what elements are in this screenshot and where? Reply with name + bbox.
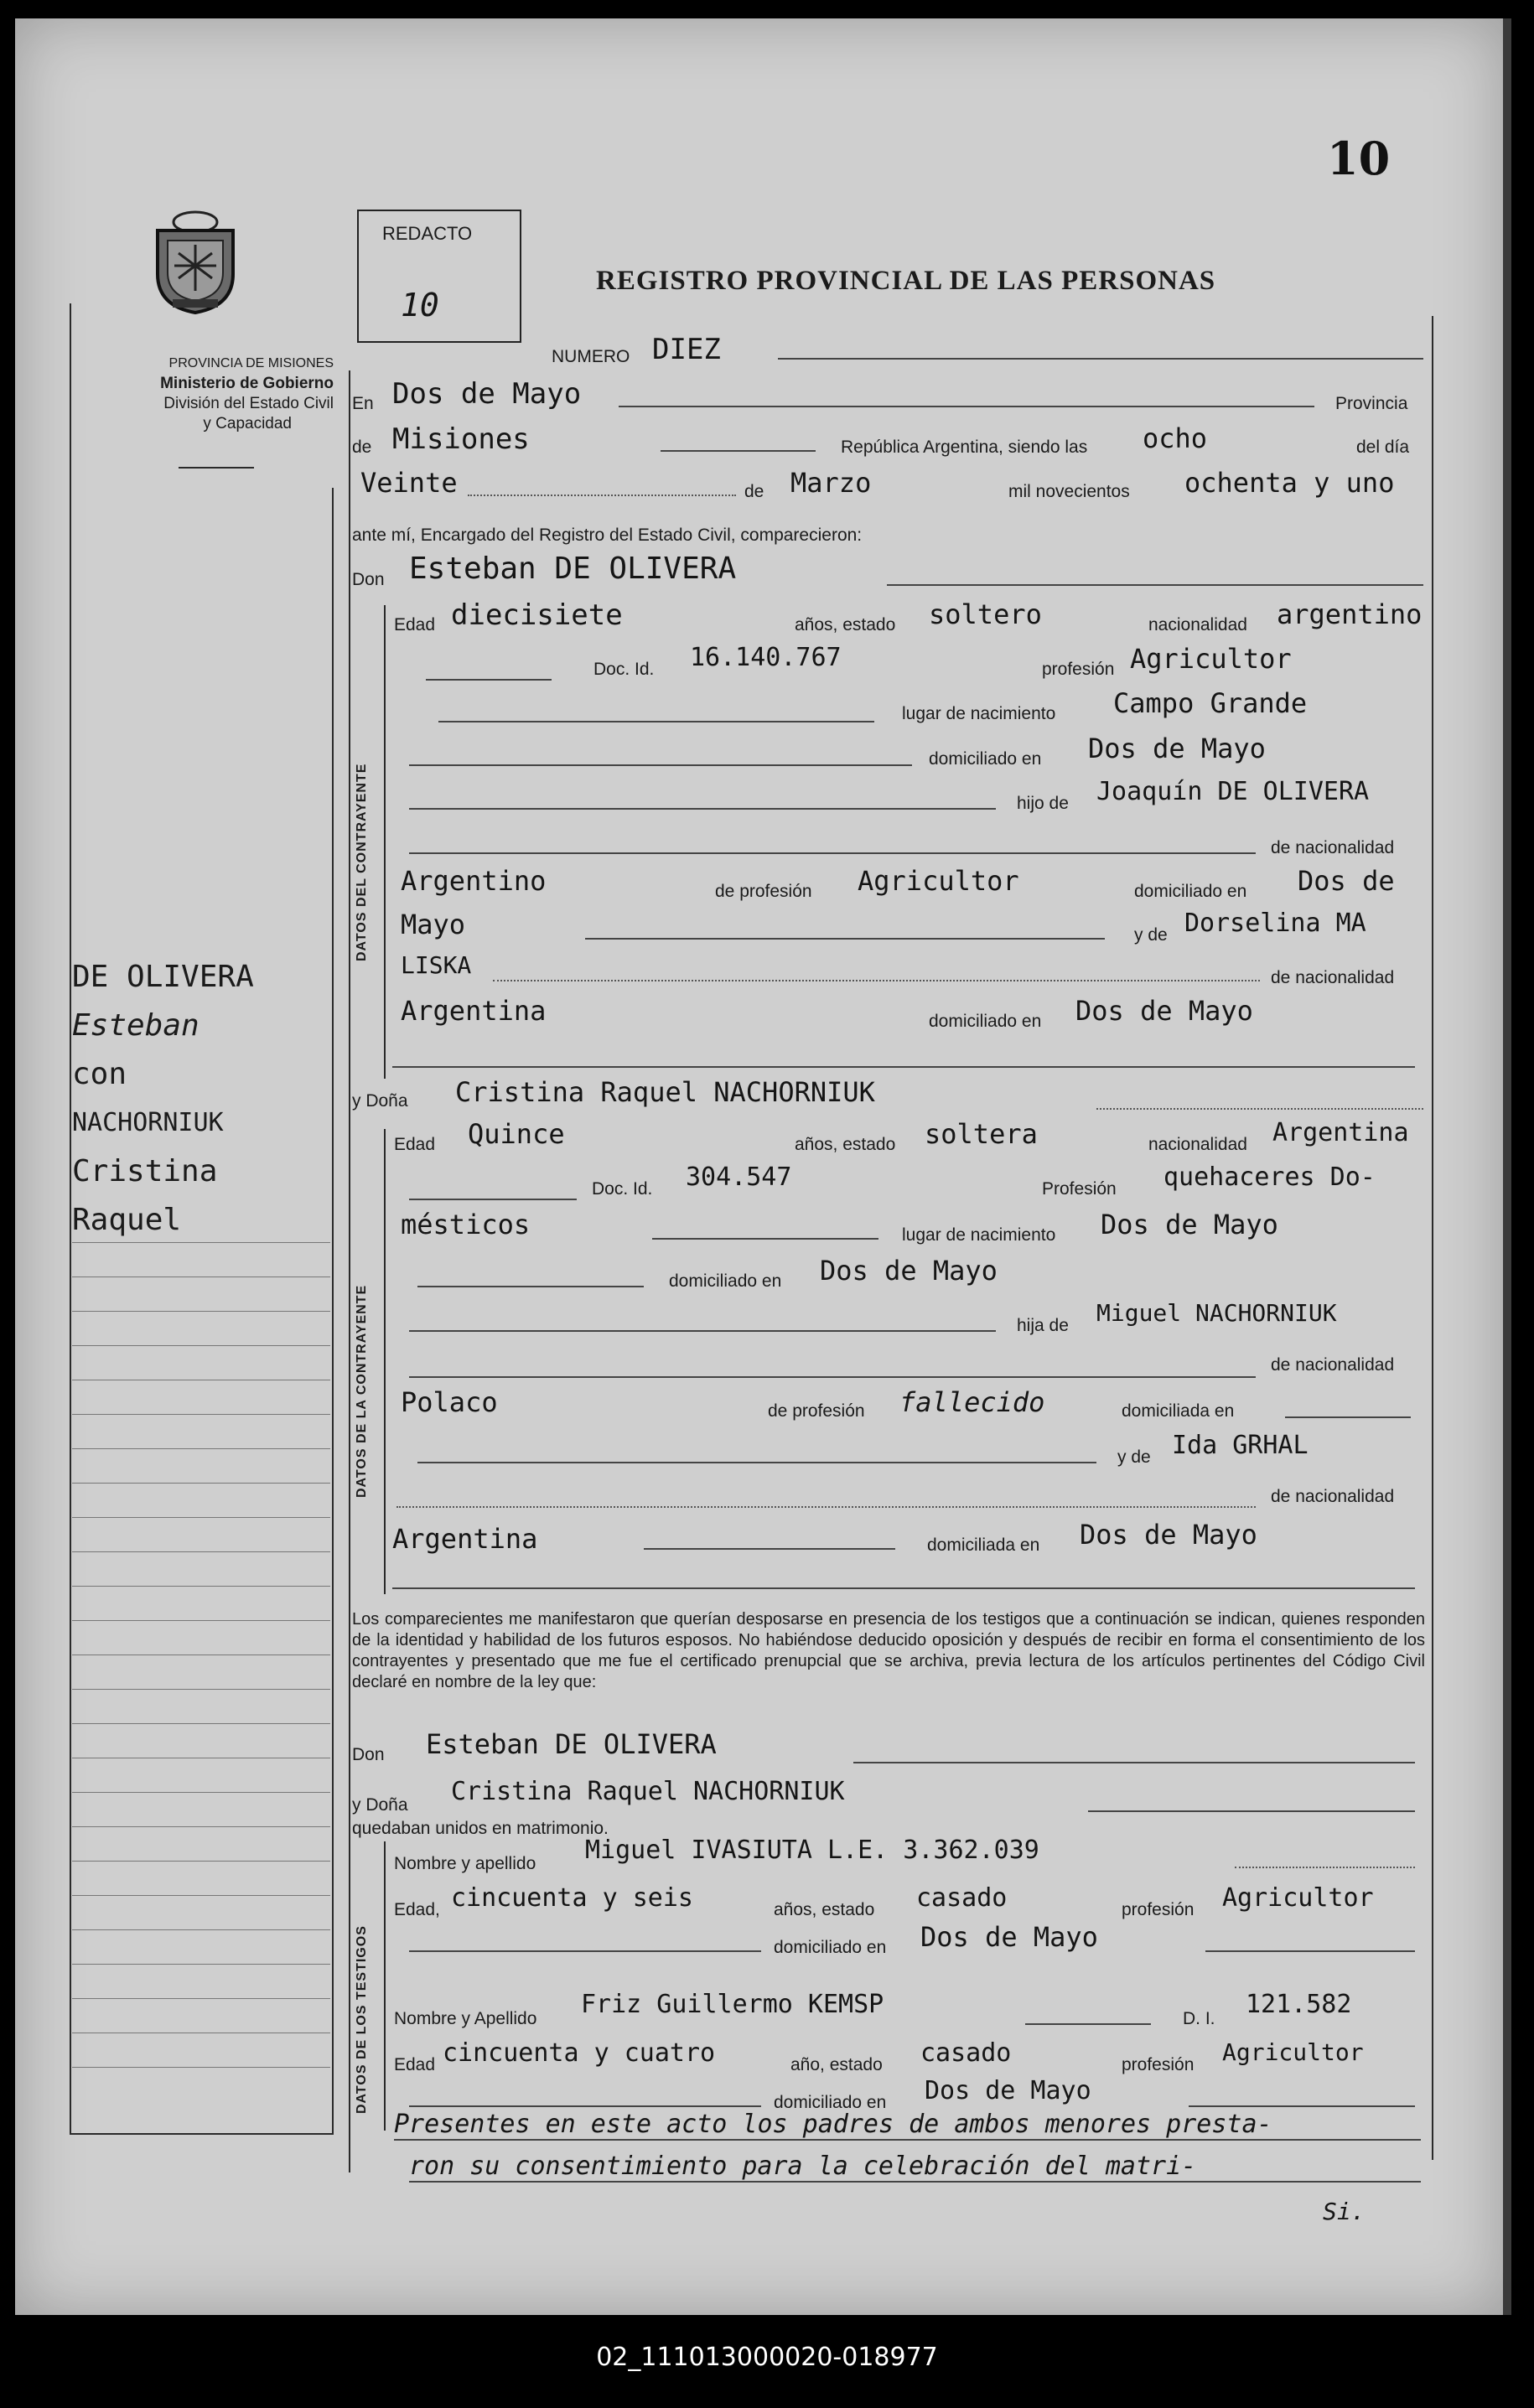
nacionalidad-value-f: Argentina bbox=[1272, 1118, 1409, 1147]
edad-label: Edad bbox=[394, 615, 436, 634]
testigos-section-label: DATOS DE LOS TESTIGOS bbox=[355, 1925, 369, 2114]
edad-value: diecisiete bbox=[451, 598, 623, 632]
margin-left-border bbox=[70, 303, 71, 2135]
margin-con: con bbox=[72, 1057, 127, 1091]
margin-surname-2: NACHORNIUK bbox=[72, 1108, 224, 1137]
t2-di-value: 121.582 bbox=[1246, 1990, 1352, 2019]
padre-nac-line-f bbox=[409, 1376, 1256, 1378]
margin-surname: DE OLIVERA bbox=[72, 960, 254, 994]
office-province: PROVINCIA DE MISIONES bbox=[168, 356, 334, 370]
padre-value: Joaquín DE OLIVERA bbox=[1096, 777, 1370, 806]
madre-value: Dorselina MA bbox=[1184, 909, 1366, 938]
domicilio-line-f bbox=[417, 1286, 644, 1287]
madre-dom-value: Dos de Mayo bbox=[1075, 995, 1253, 1027]
padre-dom-value-2: Mayo bbox=[401, 909, 466, 940]
provincia-line bbox=[661, 450, 816, 452]
contrayenta-bracket bbox=[384, 1129, 386, 1594]
numero-line bbox=[778, 358, 1423, 360]
t1-domicilio-label: domiciliado en bbox=[774, 1938, 887, 1957]
provincial-seal bbox=[149, 207, 241, 320]
madre-dom-label-f: domiciliada en bbox=[927, 1535, 1040, 1555]
profesion-value: Agricultor bbox=[1130, 643, 1292, 675]
redacto-label: REDACTO bbox=[382, 223, 473, 244]
madre-line-f bbox=[417, 1462, 1096, 1463]
de-nacionalidad-label-2: de nacionalidad bbox=[1271, 968, 1395, 987]
padre-nac-line bbox=[409, 852, 1256, 854]
de-label: de bbox=[352, 438, 372, 457]
madre-nac-line-f bbox=[396, 1506, 1256, 1508]
don-label: Don bbox=[352, 570, 385, 589]
footer-id: 02_111013000020-018977 bbox=[596, 2343, 938, 2372]
doc-line-pre bbox=[426, 679, 552, 681]
redacto-value: 10 bbox=[401, 287, 439, 324]
domicilio-label-f: domiciliado en bbox=[669, 1271, 782, 1291]
doc-line-pre-f bbox=[409, 1199, 577, 1200]
doc-label: Doc. Id. bbox=[593, 660, 655, 679]
de-profesion-label: de profesión bbox=[715, 882, 812, 901]
anio-value: ochenta y uno bbox=[1184, 467, 1395, 499]
contrayente-nombre: Esteban DE OLIVERA bbox=[409, 552, 737, 586]
provincia-label: Provincia bbox=[1335, 394, 1408, 413]
redacto-box bbox=[357, 210, 521, 343]
office-capacity: y Capacidad bbox=[203, 415, 292, 432]
t2-edad-label: Edad bbox=[394, 2055, 436, 2074]
t2-nombre-label: Nombre y Apellido bbox=[394, 2009, 537, 2028]
t2-anios-label: año, estado bbox=[790, 2055, 883, 2074]
margin-annotation bbox=[72, 953, 254, 1245]
estado-value-f: soltera bbox=[925, 1118, 1038, 1150]
doc-value: 16.140.767 bbox=[690, 643, 842, 672]
office-divider bbox=[179, 467, 254, 469]
margin-middlename-2: Raquel bbox=[72, 1203, 182, 1237]
del-dia-label: del día bbox=[1356, 438, 1410, 457]
hija-line bbox=[409, 1330, 996, 1332]
t1-nombre-value: Miguel IVASIUTA L.E. 3.362.039 bbox=[585, 1836, 1039, 1865]
padre-prof-value: Agricultor bbox=[858, 865, 1019, 897]
madre-value-f: Ida GRHAL bbox=[1172, 1431, 1309, 1460]
madre-nac-line-2-f bbox=[644, 1548, 895, 1550]
decl-don-line bbox=[853, 1762, 1415, 1763]
t1-profesion-value: Agricultor bbox=[1222, 1883, 1374, 1913]
t2-dom-line-2 bbox=[1189, 2105, 1415, 2107]
t2-domicilio-label: domiciliado en bbox=[774, 2093, 887, 2112]
t1-nombre-label: Nombre y apellido bbox=[394, 1854, 536, 1873]
contrayenta-nombre-line bbox=[1096, 1108, 1423, 1110]
margin-ruling bbox=[72, 1242, 330, 2101]
office-division: División del Estado Civil bbox=[163, 395, 334, 412]
profesion-label: profesión bbox=[1042, 660, 1115, 679]
ante-mi-text: ante mí, Encargado del Registro del Estado Civil, comparecieron: bbox=[352, 526, 863, 545]
anios-label-f: años, estado bbox=[795, 1135, 896, 1154]
contrayente-end-line bbox=[392, 1066, 1415, 1068]
dia-value: Veinte bbox=[360, 467, 458, 499]
t2-estado-value: casado bbox=[920, 2038, 1012, 2068]
office-ministry: Ministerio de Gobierno bbox=[160, 375, 334, 392]
nacionalidad-label: nacionalidad bbox=[1148, 615, 1247, 634]
y-de-label-f: y de bbox=[1117, 1447, 1151, 1467]
t1-nombre-line bbox=[1235, 1867, 1415, 1868]
t1-edad-label: Edad, bbox=[394, 1900, 440, 1919]
padre-dom-label: domiciliado en bbox=[1134, 882, 1247, 901]
contrayenta-end-line bbox=[392, 1587, 1415, 1589]
contrayenta-section-label: DATOS DE LA CONTRAYENTE bbox=[355, 1284, 369, 1498]
form-left-border bbox=[349, 370, 350, 2172]
t1-edad-value: cincuenta y seis bbox=[451, 1883, 693, 1913]
provincia-value: Misiones bbox=[392, 422, 530, 456]
coat-of-arms-icon bbox=[149, 207, 241, 316]
hija-label: hija de bbox=[1017, 1316, 1069, 1335]
numero-value: DIEZ bbox=[652, 333, 721, 366]
madre-value-2: LISKA bbox=[401, 951, 472, 979]
domicilio-value: Dos de Mayo bbox=[1088, 733, 1266, 764]
t1-domicilio-value: Dos de Mayo bbox=[920, 1921, 1098, 1953]
margin-firstname-2: Cristina bbox=[72, 1154, 218, 1188]
t2-nombre-value: Friz Guillermo KEMSP bbox=[581, 1990, 884, 2019]
note-line-2: ron su consentimiento para la celebración del matri- bbox=[409, 2152, 1421, 2183]
decl-don-label: Don bbox=[352, 1745, 385, 1764]
de-nacionalidad-label-f: de nacionalidad bbox=[1271, 1355, 1395, 1375]
madre-dom-label: domiciliado en bbox=[929, 1012, 1042, 1031]
padre-value-f: Miguel NACHORNIUK bbox=[1096, 1299, 1337, 1327]
lugar-nac-label: lugar de nacimiento bbox=[902, 704, 1056, 723]
de-nacionalidad-label: de nacionalidad bbox=[1271, 838, 1395, 857]
t2-profesion-label: profesión bbox=[1122, 2055, 1195, 2074]
edad-label-f: Edad bbox=[394, 1135, 436, 1154]
t1-dom-line-2 bbox=[1205, 1950, 1415, 1952]
estado-value: soltero bbox=[929, 598, 1042, 630]
lugar-nac-line-f bbox=[652, 1238, 878, 1240]
padre-nac-value-f: Polaco bbox=[401, 1386, 498, 1418]
office-block bbox=[82, 354, 334, 434]
madre-nac-value-f: Argentina bbox=[392, 1523, 538, 1555]
nacionalidad-label-f: nacionalidad bbox=[1148, 1135, 1247, 1154]
t1-anios-label: años, estado bbox=[774, 1900, 875, 1919]
nacionalidad-value: argentino bbox=[1277, 598, 1423, 630]
t2-dom-line bbox=[409, 2105, 761, 2107]
document-title: REGISTRO PROVINCIAL DE LAS PERSONAS bbox=[596, 266, 1216, 296]
de-nacionalidad-label-f-2: de nacionalidad bbox=[1271, 1487, 1395, 1506]
mes-value: Marzo bbox=[790, 467, 872, 499]
domicilio-value-f: Dos de Mayo bbox=[820, 1255, 998, 1287]
padre-dom-value: Dos de bbox=[1298, 865, 1395, 897]
de-profesion-label-f: de profesión bbox=[768, 1401, 865, 1421]
decl-dona-label: y Doña bbox=[352, 1795, 408, 1815]
t2-nombre-line bbox=[1025, 2023, 1151, 2025]
margin-firstname: Esteban bbox=[72, 1008, 200, 1043]
edad-value-f: Quince bbox=[468, 1118, 565, 1150]
hora-value: ocho bbox=[1143, 422, 1208, 454]
madre-line bbox=[585, 938, 1105, 940]
hijo-line bbox=[409, 808, 996, 810]
padre-nac-value: Argentino bbox=[401, 865, 547, 897]
t2-di-label: D. I. bbox=[1183, 2009, 1215, 2028]
lugar-value: Dos de Mayo bbox=[392, 377, 582, 411]
contrayente-section-label: DATOS DEL CONTRAYENTE bbox=[355, 763, 369, 961]
hijo-label: hijo de bbox=[1017, 794, 1069, 813]
doc-value-f: 304.547 bbox=[686, 1163, 792, 1192]
decl-don-value: Esteban DE OLIVERA bbox=[426, 1728, 717, 1760]
padre-dom-line-f bbox=[1285, 1416, 1411, 1418]
note-line-1: Presentes en este acto los padres de ambos menores presta- bbox=[394, 2110, 1421, 2141]
lugar-nac-line bbox=[438, 721, 874, 722]
lugar-nac-label-f: lugar de nacimiento bbox=[902, 1225, 1056, 1245]
margin-right-border bbox=[332, 488, 334, 2135]
profesion-value-f: quehaceres Do- bbox=[1163, 1163, 1376, 1192]
declaration-paragraph: Los comparecientes me manifestaron que querían desposarse en presencia de los testigos que a continuación se indican, quienes responden de la identidad y habilidad de los futuros esposos. No habiéndose deducido oposición y después de recibir en forma el consentimiento de los contrayentes y presentado que me fue el certificado prenupcial que se archiva, previa lectura de los artículos pertinentes del Código Civil declaré en nombre de la ley que: bbox=[352, 1610, 1425, 1691]
t2-domicilio-value: Dos de Mayo bbox=[925, 2076, 1091, 2105]
lugar-line bbox=[619, 406, 1314, 407]
register-page bbox=[15, 18, 1511, 2315]
note-si: Si. bbox=[1323, 2198, 1366, 2225]
lugar-nac-value: Campo Grande bbox=[1113, 687, 1308, 719]
madre-dom-value-f: Dos de Mayo bbox=[1080, 1519, 1257, 1551]
y-de-label: y de bbox=[1134, 925, 1168, 945]
lugar-nac-value-f: Dos de Mayo bbox=[1101, 1209, 1278, 1240]
mil-label: mil novecientos bbox=[1008, 482, 1130, 501]
t2-profesion-value: Agricultor bbox=[1222, 2038, 1364, 2066]
doc-label-f: Doc. Id. bbox=[592, 1179, 653, 1199]
anios-label: años, estado bbox=[795, 615, 896, 634]
madre-nac-line bbox=[493, 980, 1260, 981]
profesion-value-f-2: mésticos bbox=[401, 1209, 531, 1240]
padre-prof-value-f: fallecido bbox=[899, 1386, 1045, 1418]
decl-dona-value: Cristina Raquel NACHORNIUK bbox=[451, 1777, 845, 1806]
numero-label: NUMERO bbox=[552, 347, 630, 366]
contrayenta-nombre: Cristina Raquel NACHORNIUK bbox=[455, 1076, 875, 1108]
t1-profesion-label: profesión bbox=[1122, 1900, 1195, 1919]
madre-nac-value: Argentina bbox=[401, 995, 547, 1027]
dona-label: y Doña bbox=[352, 1091, 408, 1111]
padre-dom-label-f: domiciliada en bbox=[1122, 1401, 1235, 1421]
t1-estado-value: casado bbox=[916, 1883, 1008, 1913]
dia-line bbox=[468, 495, 736, 496]
t1-dom-line bbox=[409, 1950, 761, 1952]
quedaban-text: quedaban unidos en matrimonio. bbox=[352, 1819, 609, 1838]
de-label-2: de bbox=[744, 482, 764, 501]
domicilio-line bbox=[409, 764, 912, 766]
republica-label: República Argentina, siendo las bbox=[841, 438, 1088, 457]
page-number: 10 bbox=[1327, 132, 1391, 185]
contrayente-bracket bbox=[384, 605, 386, 1079]
contrayente-nombre-line bbox=[887, 584, 1423, 586]
t2-edad-value: cincuenta y cuatro bbox=[443, 2038, 716, 2068]
domicilio-label: domiciliado en bbox=[929, 749, 1042, 769]
decl-dona-line bbox=[1088, 1810, 1415, 1812]
en-label: En bbox=[352, 394, 374, 413]
margin-bottom-border bbox=[70, 2133, 334, 2135]
testigos-bracket bbox=[384, 1841, 386, 2131]
profesion-label-f: Profesión bbox=[1042, 1179, 1117, 1199]
form-right-border bbox=[1432, 316, 1433, 2160]
